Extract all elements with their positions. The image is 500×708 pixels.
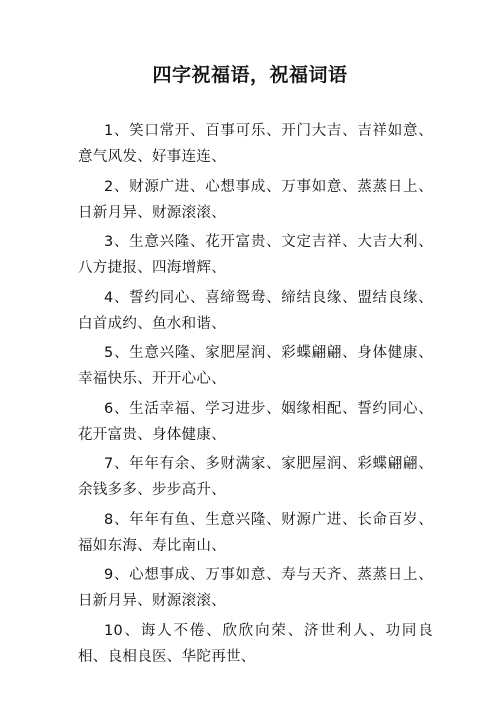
list-item: 3、生意兴隆、花开富贵、文定吉祥、大吉大利、八方捷报、四海增辉、 — [78, 234, 433, 276]
list-item: 7、年年有余、多财满家、家肥屋润、彩蝶翩翩、余钱多多、步步高升、 — [78, 456, 433, 498]
list-item: 2、财源广进、心想事成、万事如意、蒸蒸日上、日新月异、财源滚滚、 — [78, 178, 433, 221]
document-title: 四字祝福语，祝福词语 — [152, 64, 348, 86]
list-item: 4、誓约同心、喜缔鸳鸯、缔结良缘、盟结良缘、白首成约、鱼水和谐、 — [78, 289, 433, 332]
list-item: 9、心想事成、万事如意、寿与天齐、蒸蒸日上、日新月异、财源滚滚、 — [78, 567, 433, 609]
list-item: 10、诲人不倦、欣欣向荣、济世利人、功同良相、良相良医、华陀再世、 — [78, 622, 433, 665]
list-item: 1、笑口常开、百事可乐、开门大吉、吉祥如意、意气风发、好事连连、 — [78, 123, 433, 165]
list-item: 8、年年有鱼、生意兴隆、财源广进、长命百岁、福如东海、寿比南山、 — [78, 511, 433, 554]
list-item: 6、生活幸福、学习进步、姻缘相配、誓约同心、花开富贵、身体健康、 — [78, 400, 433, 443]
blessing-list — [78, 118, 433, 673]
list-item: 5、生意兴隆、家肥屋润、彩蝶翩翩、身体健康、幸福快乐、开开心心、 — [78, 345, 433, 387]
